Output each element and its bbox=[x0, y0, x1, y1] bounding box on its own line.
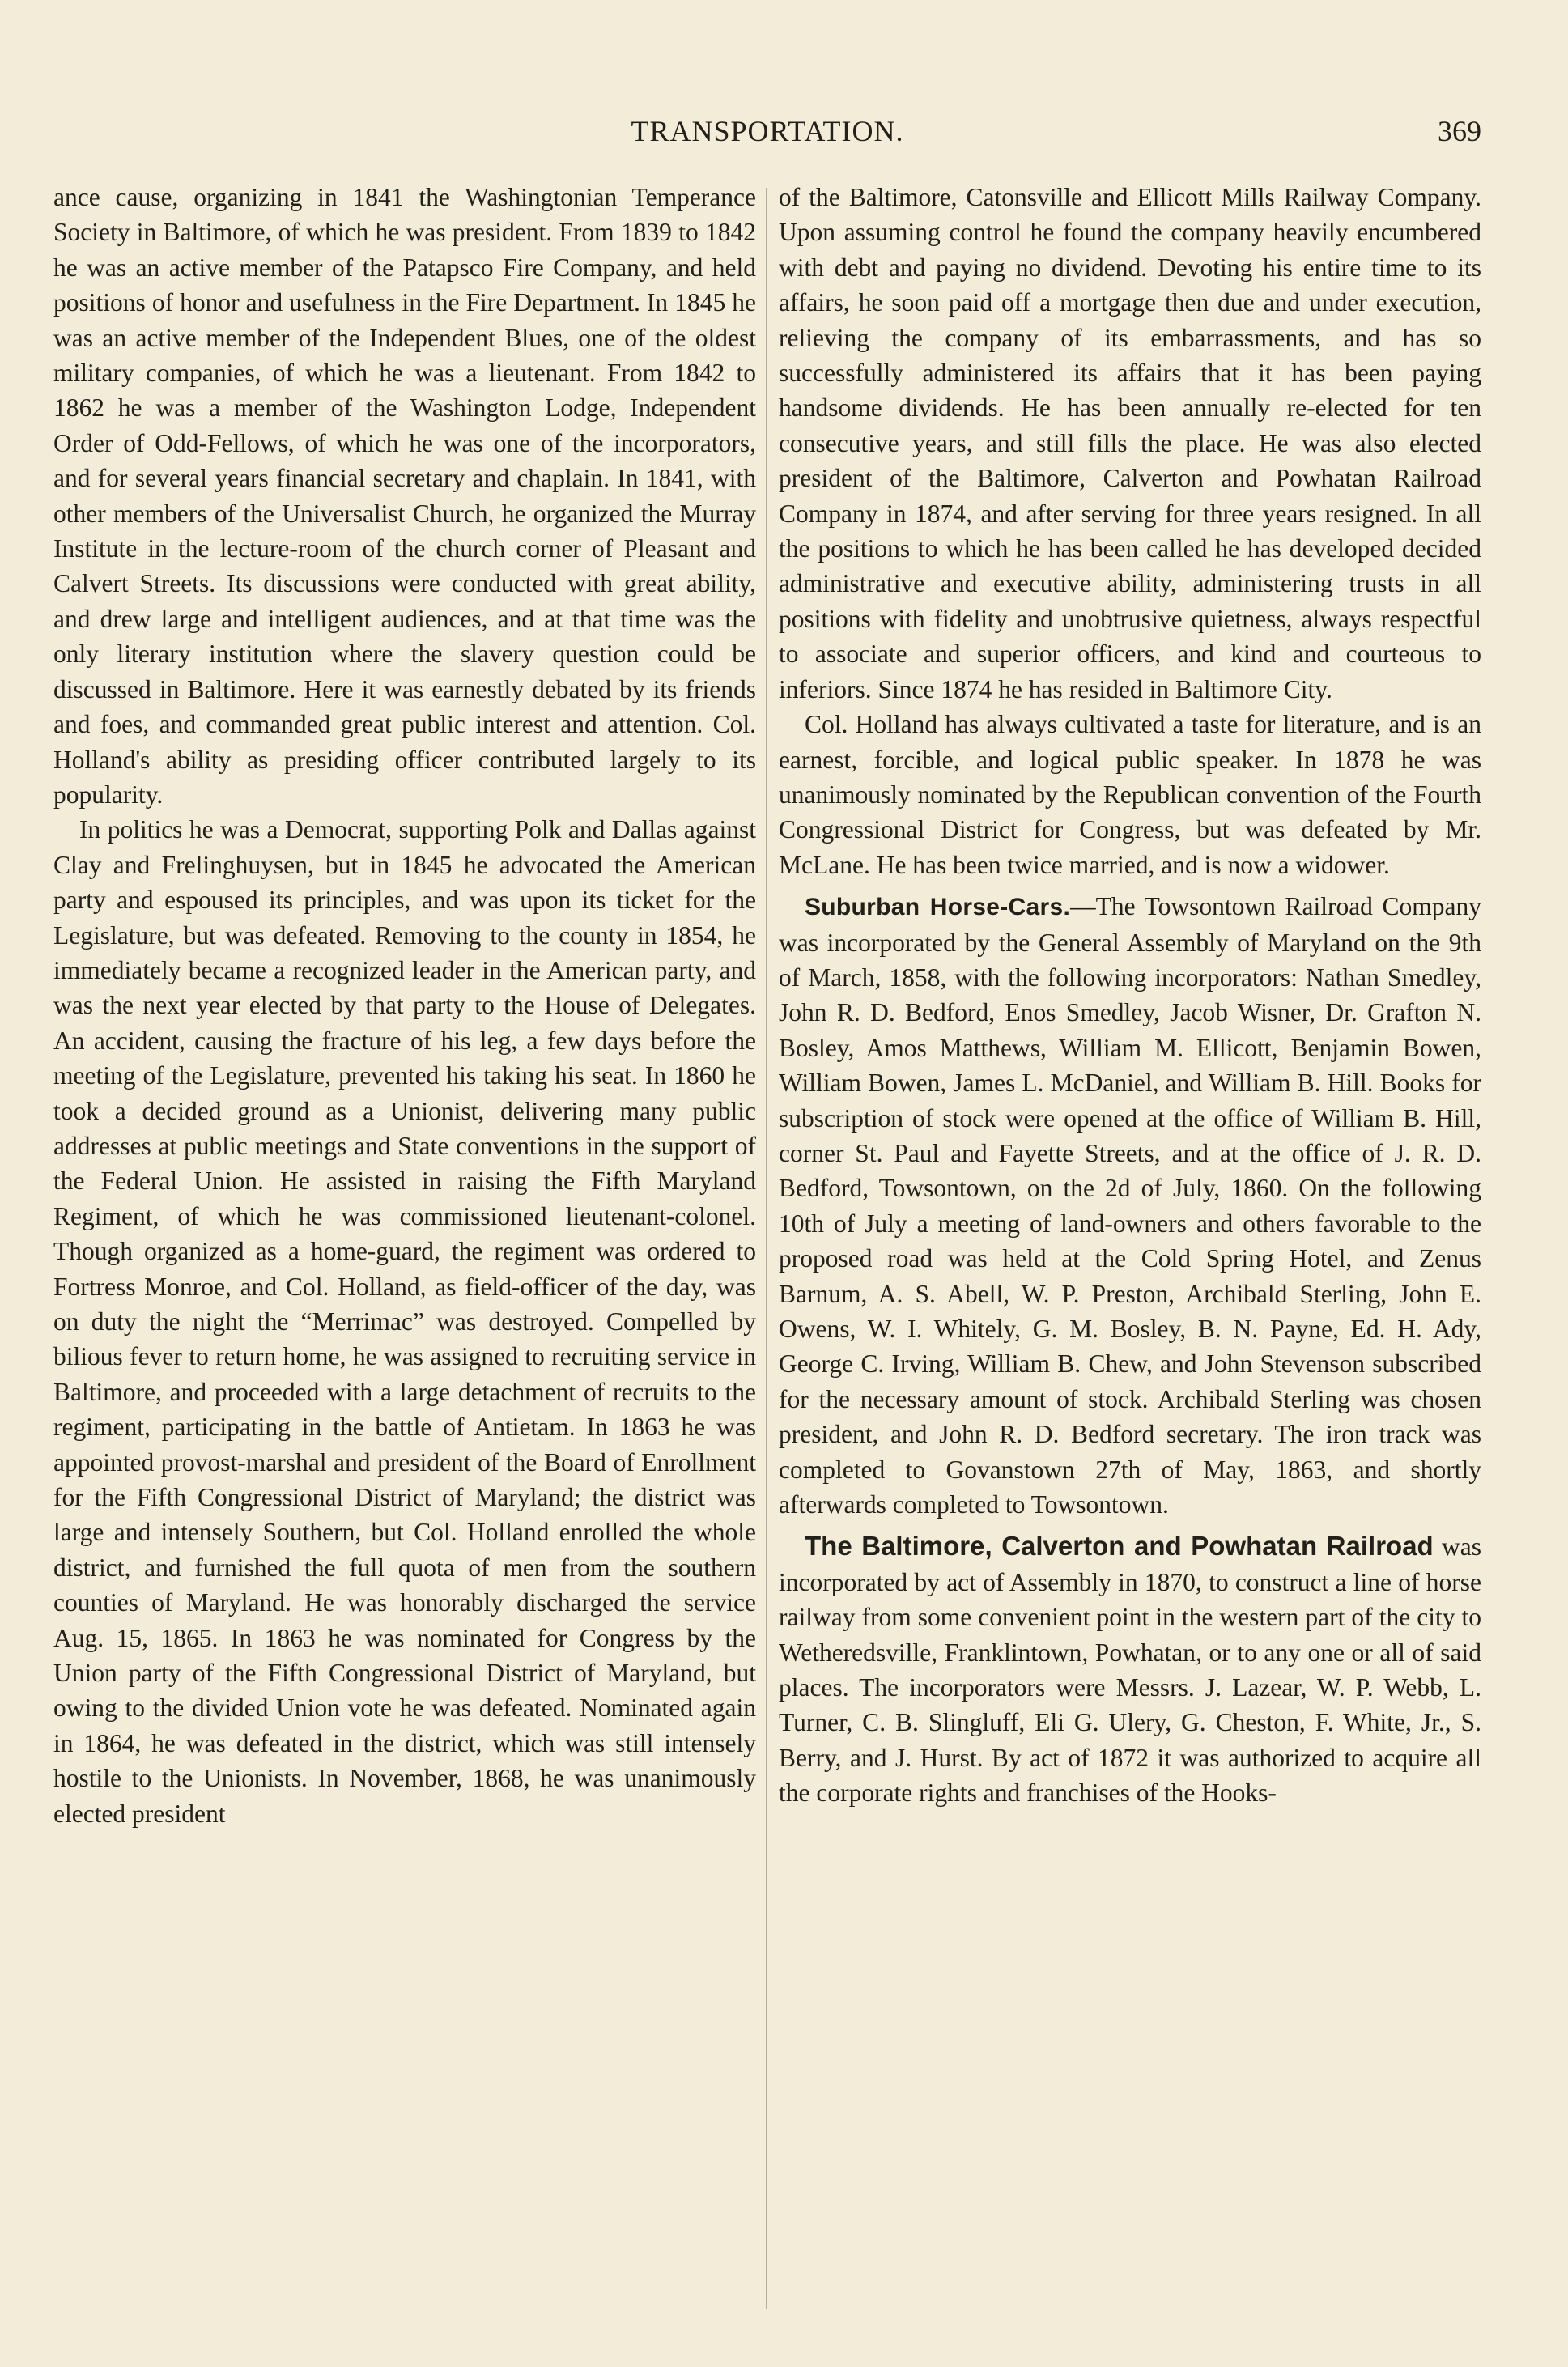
left-paragraph-politics: In politics he was a Democrat, supporting Polk and Dallas against Clay and Frelinghuysen, but in 1845 he advocated the American party and espoused its principles, and was upon its ticket for the Legislature, but was defeated. Removing to the county in 1854, he immediately became a recognized leader in the American party, and was the next year elected by that party to the House of Delegates. An accident, causing the fracture of his leg, a few days before the meeting of the Legislature, prevented his taking his seat. In 1860 he took a decided ground as a Unionist, delivering many public addresses at public meetings and State conventions in the support of the Federal Union. He assisted in raising the Fifth Maryland Regiment, of which he was commissioned lieutenant-colonel. Though organized as a home-guard, the regiment was ordered to Fortress Monroe, and Col. Holland, as field-officer of the day, was on duty the night the “Merrimac” was destroyed. Compelled by bilious fever to return home, he was assigned to recruiting service in Baltimore, and proceeded with a large detachment of recruits to the regiment, participating in the battle of Antietam. In 1863 he was appointed provost-marshal and president of the Board of Enrollment for the Fifth Congressional District of Maryland; the district was large and intensely Southern, but Col. Holland enrolled the whole district, and furnished the full quota of men from the southern counties of Maryland. He was honorably discharged the service Aug. 15, 1865. In 1863 he was nominated for Congress by the Union party of the Fifth Congressional District of Maryland, but owing to the divided Union vote he was defeated. Nominated again in 1864, he was defeated in the district, which was still intensely hostile to the Unionists. In November, 1868, he was unanimously elected president bbox=[53, 815, 756, 1828]
section-text-suburban-horse-cars: —The Towsontown Railroad Company was incorporated by the General Assembly of Maryland on the 9th of March, 1858, with the following incorporators: Nathan Smedley, John R. D. Bedford, Enos Smedley, Jacob Wisner, Dr. Grafton N. Bosley, Amos Matthews, William M. Ellicott, Benjamin Bowen, William Bowen, James L. McDaniel, and William B. Hill. Books for subscription of stock were opened at the office of William B. Hill, corner St. Paul and Fayette Streets, and at the office of J. R. D. Bedford, Towsontown, on the 2d of July, 1860. On the following 10th of July a meeting of land-owners and others favorable to the proposed road was held at the Cold Spring Hotel, and Zenus Barnum, A. S. Abell, W. P. Preston, Archibald Sterling, John E. Owens, W. I. Whitely, G. M. Bosley, B. N. Payne, Ed. H. Ady, George C. Irving, William B. Chew, and John Stevenson subscribed for the necessary amount of stock. Archibald Sterling was chosen president, and John R. D. Bedford secretary. The iron track was completed to Govanstown 27th of May, 1863, and shortly afterwards completed to Towsontown. bbox=[779, 892, 1481, 1519]
right-paragraph-continued: of the Baltimore, Catonsville and Ellicott Mills Railway Company. Upon assuming control he found the company heavily encumbered with debt and paying no dividend. Devoting his entire time to its affairs, he soon paid off a mortgage then due and under execution, relieving the company of its embarrassments, and has so successfully administered its affairs that it has been paying handsome dividends. He has been annually re-elected for ten consecutive years, and still fills the place. He was also elected president of the Baltimore, Calverton and Powhatan Railroad Company in 1874, and after serving for three years resigned. In all the positions to which he has been called he has developed decided administrative and executive ability, administering trusts in all positions with fidelity and unobtrusive quietness, always respectful to associate and superior officers, and kind and courteous to inferiors. Since 1874 he has resided in Baltimore City. bbox=[779, 183, 1481, 703]
page-number: 369 bbox=[1438, 115, 1481, 147]
right-column bbox=[779, 180, 1481, 1811]
left-paragraph-continued: ance cause, organizing in 1841 the Washingtonian Temperance Society in Baltimore, of which he was president. From 1839 to 1842 he was an active member of the Patapsco Fire Company, and held positions of honor and usefulness in the Fire Department. In 1845 he was an active member of the Independent Blues, one of the oldest military companies, of which he was a lieutenant. From 1842 to 1862 he was a member of the Washington Lodge, Independent Order of Odd-Fellows, of which he was one of the incorporators, and for several years financial secretary and chaplain. In 1841, with other members of the Universalist Church, he organized the Murray Institute in the lecture-room of the church corner of Pleasant and Calvert Streets. Its discussions were conducted with great ability, and drew large and intelligent audiences, and at that time was the only literary institution where the slavery question could be discussed in Baltimore. Here it was earnestly debated by its friends and foes, and commanded great public interest and attention. Col. Holland's ability as presiding officer contributed largely to its popularity. bbox=[53, 183, 756, 809]
left-column bbox=[53, 180, 756, 1831]
section-text-baltimore-calverton-powhatan: was incorporated by act of Assembly in 1870, to construct a line of horse railway from some convenient point in the western part of the city to Wetheredsville, Franklintown, Powhatan, or to any one or all of said places. The incorporators were Messrs. J. Lazear, W. P. Webb, L. Turner, C. B. Slingluff, Eli G. Ulery, G. Cheston, F. White, Jr., S. Berry, and J. Hurst. By act of 1872 it was authorized to acquire all the corporate rights and franchises of the Hooks- bbox=[779, 1532, 1481, 1808]
section-heading-baltimore-calverton-powhatan: The Baltimore, Calverton and Powhatan Railroad bbox=[805, 1531, 1434, 1562]
section-baltimore-calverton-powhatan bbox=[779, 1528, 1481, 1810]
running-title: TRANSPORTATION. bbox=[631, 115, 904, 147]
right-paragraph-literature: Col. Holland has always cultivated a taste for literature, and is an earnest, forcible, and logical public speaker. In 1878 he was unanimously nominated by the Republican convention of the Fourth Congressional District for Congress, but was defeated by Mr. McLane. He has been twice married, and is now a widower. bbox=[779, 710, 1481, 879]
section-heading-suburban-horse-cars: Suburban Horse-Cars. bbox=[805, 894, 1071, 921]
section-suburban-horse-cars bbox=[779, 889, 1481, 1522]
page-header bbox=[53, 113, 1481, 154]
column-divider bbox=[766, 188, 767, 2309]
